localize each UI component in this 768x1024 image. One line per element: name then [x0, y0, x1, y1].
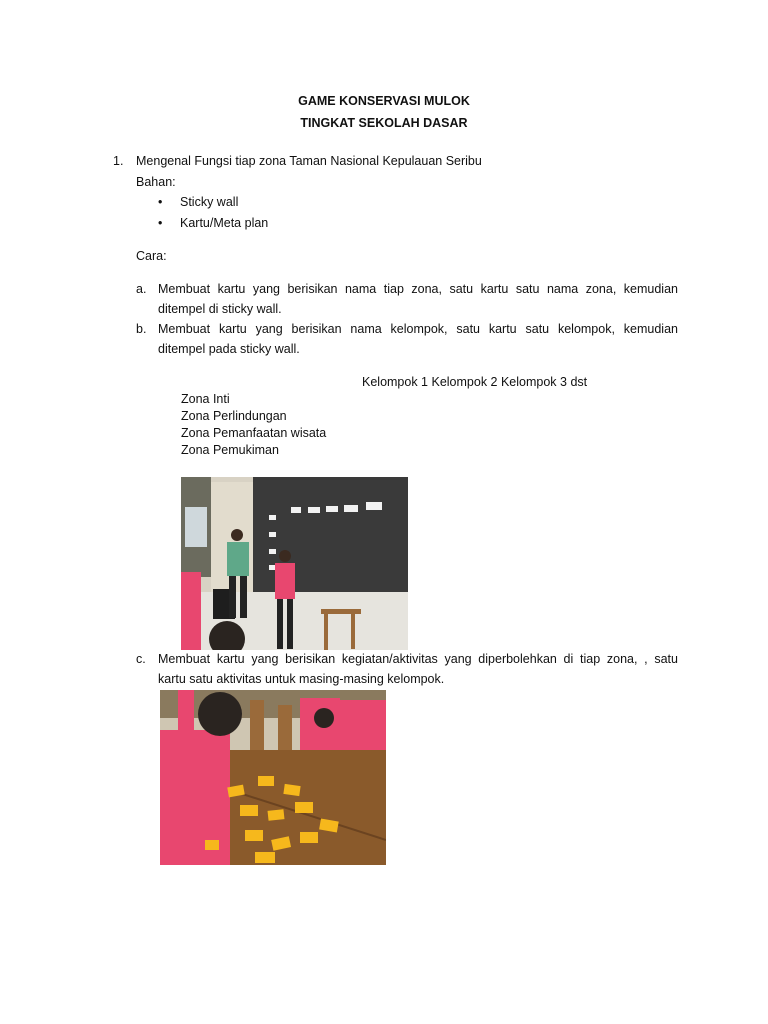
bullet-icon: •	[158, 216, 163, 230]
step-marker: c.	[136, 652, 146, 666]
document-subtitle: TINGKAT SEKOLAH DASAR	[300, 116, 468, 130]
bullet-icon: •	[158, 195, 163, 209]
classroom-sticky-wall-photo	[181, 477, 408, 650]
section-number: 1.	[113, 154, 124, 168]
zone-item: Zona Pemukiman	[181, 443, 279, 457]
groups-header: Kelompok 1 Kelompok 2 Kelompok 3 dst	[362, 375, 588, 389]
step-marker: a.	[136, 282, 147, 296]
step-marker: b.	[136, 322, 147, 336]
step-text: Membuat kartu yang berisikan nama tiap zona, satu kartu satu nama zona, kemudian	[158, 282, 678, 296]
materials-label: Bahan:	[136, 175, 176, 189]
document-title: GAME KONSERVASI MULOK	[298, 94, 470, 108]
students-activity-cards-photo	[160, 690, 386, 865]
material-item: Kartu/Meta plan	[180, 216, 269, 230]
material-item: Sticky wall	[180, 195, 239, 209]
method-label: Cara:	[136, 249, 167, 263]
step-text-continued: ditempel pada sticky wall.	[158, 342, 300, 356]
step-text: Membuat kartu yang berisikan nama kelompok, satu kartu satu kelompok, kemudian	[158, 322, 678, 336]
zone-item: Zona Perlindungan	[181, 409, 287, 423]
section-heading: Mengenal Fungsi tiap zona Taman Nasional Kepulauan Seribu	[136, 154, 482, 168]
zone-item: Zona Pemanfaatan wisata	[181, 426, 327, 440]
step-text: Membuat kartu yang berisikan kegiatan/aktivitas yang diperbolehkan di tiap zona, , satu	[158, 652, 678, 666]
step-text-continued: ditempel di sticky wall.	[158, 302, 282, 316]
step-text-continued: kartu satu aktivitas untuk masing-masing kelompok.	[158, 672, 445, 686]
zone-item: Zona Inti	[181, 392, 230, 406]
